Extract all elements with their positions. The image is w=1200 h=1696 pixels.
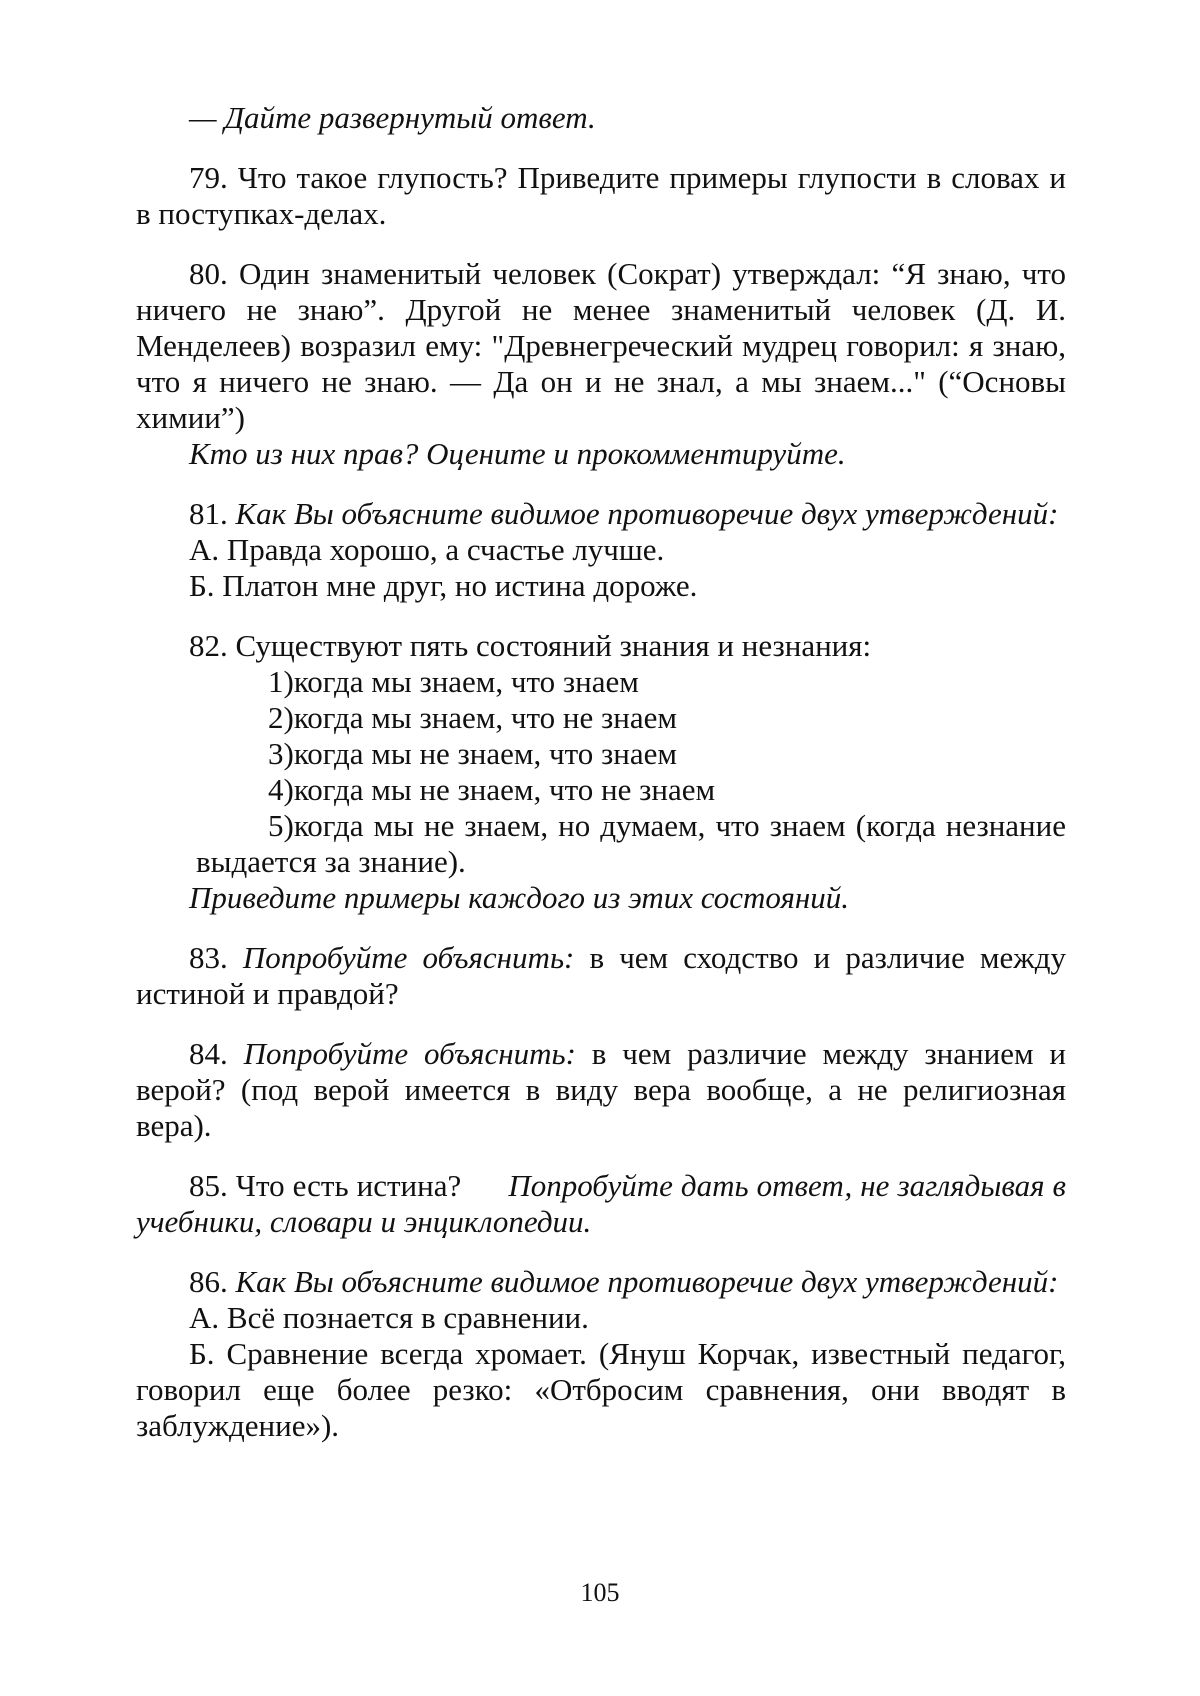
question-83-text: в чем сходство и различие между истиной и правдой? (136, 940, 1066, 1011)
question-82-item-2: 2)когда мы знаем, что не знаем (268, 700, 677, 735)
intro-line (136, 100, 1066, 136)
intro-text: — Дайте развернутый ответ. (189, 100, 596, 135)
question-80-task: Кто из них прав? Оцените и прокомментируйте. (189, 436, 846, 471)
question-86-number: 86. (189, 1264, 228, 1299)
question-82-item-3: 3)когда мы не знаем, что знаем (268, 736, 677, 771)
question-81-statement-a: А. Правда хорошо, а счастье лучше. (189, 532, 665, 567)
question-86 (136, 1264, 1066, 1300)
question-81 (136, 496, 1066, 532)
question-81-statement-b: Б. Платон мне друг, но истина дороже. (189, 568, 698, 603)
question-83-task: Попробуйте объяснить: (242, 940, 575, 975)
question-82-item-1: 1)когда мы знаем, что знаем (268, 664, 639, 699)
question-85-task: Попробуйте дать ответ, не заглядывая в учебники, словари и энциклопедии. (136, 1168, 1067, 1239)
question-82-text: Существуют пять состояний знания и незнания: (235, 628, 872, 663)
question-85-number: 85. (189, 1168, 228, 1203)
question-84-text: в чем различие между знанием и верой? (под верой имеется в виду вера вообще, а не религиозная вера). (136, 1036, 1067, 1143)
page-number: 105 (580, 1578, 620, 1607)
question-85 (136, 1168, 1066, 1240)
question-82 (136, 628, 1066, 664)
question-82-task: Приведите примеры каждого из этих состояний. (189, 880, 850, 915)
question-80 (136, 256, 1066, 436)
question-82-item-5: 5)когда мы не знаем, но думаем, что знаем (когда незнание выдается за знание). (196, 808, 1066, 879)
question-84 (136, 1036, 1066, 1144)
question-82-task-line (136, 880, 1066, 916)
question-79-number: 79. (189, 160, 228, 195)
question-82-item-4: 4)когда мы не знаем, что не знаем (268, 772, 716, 807)
question-85-text: Что есть истина? (235, 1168, 462, 1203)
question-80-task-line (136, 436, 1066, 472)
question-82-number: 82. (189, 628, 228, 663)
question-84-task: Попробуйте объяснить: (243, 1036, 576, 1071)
question-84-number: 84. (189, 1036, 228, 1071)
question-81-number: 81. (189, 496, 228, 531)
question-80-number: 80. (189, 256, 228, 291)
question-86-statement-b: Б. Сравнение всегда хромает. (Януш Корчак, известный педагог, говорил еще более резко: «Отбросим сравнения, они вводят в заблуждение»). (136, 1336, 1066, 1443)
question-80-text: Один знаменитый человек (Сократ) утверждал: “Я знаю, что ничего не знаю”. Другой не менее знаменитый человек (Д. И. Менделеев) возразил ему: "Древнегреческий мудрец говорил: я знаю, что я ничего не знаю. — Да он и не знал, а мы знаем..." (“Основы химии”) (136, 256, 1066, 435)
question-83-number: 83. (189, 940, 228, 975)
page-body (136, 100, 1066, 1444)
question-79-text: Что такое глупость? Приведите примеры глупости в словах и в поступках-делах. (136, 160, 1067, 231)
question-83 (136, 940, 1066, 1012)
question-86-task: Как Вы объясните видимое противоречие двух утверждений: (235, 1264, 1059, 1299)
question-86-statement-a: А. Всё познается в сравнении. (189, 1300, 589, 1335)
question-79 (136, 160, 1066, 232)
question-81-task: Как Вы объясните видимое противоречие двух утверждений: (235, 496, 1059, 531)
